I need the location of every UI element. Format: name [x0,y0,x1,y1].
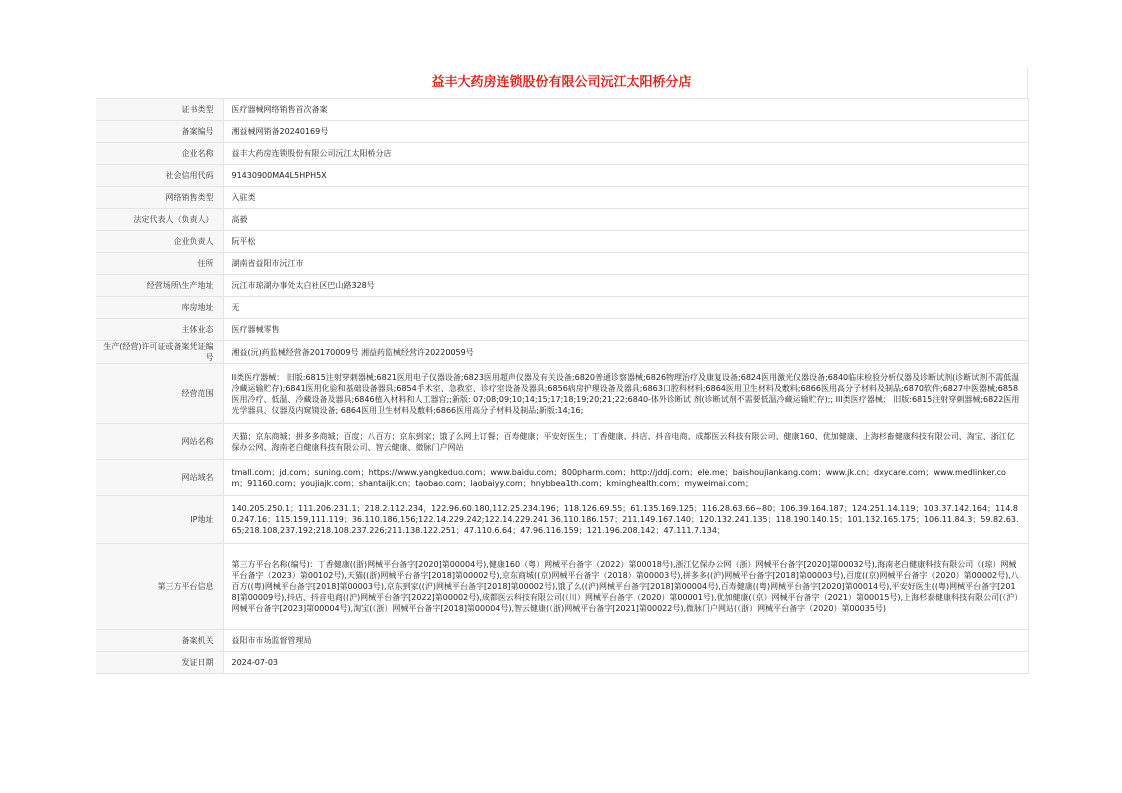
warehouse-address-label: 库房地址 [96,297,223,319]
ip-address-label: IP地址 [96,496,223,544]
row-website-names [96,424,1028,460]
row-credit-code [96,165,1028,187]
row-company-name [96,143,1028,165]
row-license-number [96,341,1028,364]
row-warehouse-address [96,297,1028,319]
row-issue-date [96,652,1028,674]
company-head-value: 阮平松 [223,231,1028,253]
company-name-label: 企业名称 [96,143,223,165]
website-names-value: 天猫；京东商城；拼多多商城；百度；八百方；京东到家；饿了么网上订餐；百寿健康；平安好医生；丁香健康、抖店、抖音电商、成都医云科技有限公司、健康160、优加健康、上海杉畜健康科技有限公司、淘宝、浙江亿保办公网、海南老白健康科技有限公司、智云健康、微脉门户网站 [223,424,1028,460]
sales-type-label: 网络销售类型 [96,187,223,209]
row-domicile [96,253,1028,275]
legal-rep-value: 高毅 [223,209,1028,231]
issue-date-value: 2024-07-03 [223,652,1028,674]
cert-type-value: 医疗器械网络销售首次备案 [223,99,1028,121]
ip-address-value: 140.205.250.1；111.206.231.1；218.2.112.234，122.96.60.180,112.25.234.196；118.126.69.55；61.135.169.125；116.28.63.66~80；106.39.164.187；124.251.14.119；103.37.142.164；114.80.247.16；115.159,111.119；36.110.186,156;122.14.229.242;122.14.229.241 36.110.186.157；211.149.167.140；120.132.241.135；118.190.140.15；101.132.165.175；106.11.84.3；59.82.63.65;218.108,237.192;218.108.237.226;211.138.122.251；47.110.6.64；47.96.116.159；121.196.208.142；47.111.7.134； [223,496,1028,544]
business-address-label: 经营场所\生产地址 [96,275,223,297]
issuing-authority-value: 益阳市市场监督管理局 [223,630,1028,652]
legal-rep-label: 法定代表人（负责人） [96,209,223,231]
business-format-label: 主体业态 [96,319,223,341]
company-name-value: 益丰大药房连锁股份有限公司沅江太阳桥分店 [223,143,1028,165]
row-ip-address [96,496,1028,544]
website-domains-value: tmall.com；jd.com；suning.com；https://www.yangkeduo.com；www.baidu.com；800pharm.com；http://jddj.com；ele.me；baishoujiankang.com；www.jk.cn；dxycare.com；www.medlinker.com；91160.com；youjiajk.com；shantaijk.cn；taobao.com；laobaiyy.com；hnybbea1th.com；kminghealth.com；myweimai.com； [223,460,1028,496]
company-head-label: 企业负责人 [96,231,223,253]
row-business-address [96,275,1028,297]
issuing-authority-label: 备案机关 [96,630,223,652]
credit-code-value: 91430900MA4L5HPH5X [223,165,1028,187]
domicile-value: 湖南省益阳市沅江市 [223,253,1028,275]
third-party-platform-label: 第三方平台信息 [96,544,223,630]
row-sales-type [96,187,1028,209]
third-party-platform-value: 第三方平台名称(编号)：丁香健康((浙)网械平台备字[2020]第00004号),健康160（粤）网械平台备字（2022）第00018号),浙江亿保办公网（浙）网械平台备字[2020]第00032号),海南老白健康科技有限公司（(琼）网械平台备字（2023）第00102号),天猫((浙)网械平台备字[2018]第00002号),京东商城((京)网械平台备字（2018）第00003号),拼多多((沪)网械平台备字[2018]第00003号),百度((京)网械平台备字（2020）第00002号),八百方((粤)网械平台备字[2018]第00003号),京东到家((沪)网械平台备字[2018]第00002号),饿了么((沪)网械平台备字[2018]第00004号),百寿健康((粤)网械平台备字[2020]第00014号),平安好医生((粤)网械平台备字[2018]第00009号),抖店、抖音电商((沪)网械平台备字[2022]第00002号),成都医云科技有限公司(（川）网械平台备字（2020）第00001号),优加健康(（京）网械平台备字（2021）第00015号),上海杉泰健康科技有限公司(（沪）网械平台备字[2023]第00004号),淘宝(（浙）网械平台备字[2018]第00004号),智云健康(（浙)网械平台备字[2021]第00022号),微脉门户网站(（浙）网械平台备字（2020）第00035号) [223,544,1028,630]
row-business-scope [96,364,1028,424]
cert-type-label: 证书类型 [96,99,223,121]
page-title: 益丰大药房连锁股份有限公司沅江太阳桥分店 [96,68,1028,98]
warehouse-address-value: 无 [223,297,1028,319]
row-issuing-authority [96,630,1028,652]
business-scope-label: 经营范围 [96,364,223,424]
license-number-label: 生产(经营)许可证或备案凭证编号 [96,341,223,364]
business-scope-value: II类医疗器械： 旧版:6815注射穿刺器械;6821医用电子仪器设备;6823医用超声仪器及有关设备;6820普通诊察器械;6826物理治疗及康复设备;6824医用激光仪器设备;6840临床检验分析仪器及诊断试剂(诊断试剂不需低温冷藏运输贮存);6841医用化验和基础设备器具;6854手术室、急救室、诊疗室设备及器具;6856病房护理设备及器具;6863口腔科材料;6864医用卫生材料及敷料;6866医用高分子材料及制品;6870软件;6827中医器械;6858医用冷疗、低温、冷藏设备及器具;6846植入材料和人工器官;;新版: 07;08;09;10;14;15;17;18;19;20;21;22;6840-体外诊断试 剂(诊断试剂不需要低温冷藏运输贮存);; III类医疗器械： 旧版:6815注射穿刺器械;6822医用光学器具、仪器及内窥镜设备; 6864医用卫生材料及敷料;6866医用高分子材料及制品;新版:14;16; [223,364,1028,424]
website-domains-label: 网站域名 [96,460,223,496]
sales-type-value: 入驻类 [223,187,1028,209]
row-legal-rep [96,209,1028,231]
credit-code-label: 社会信用代码 [96,165,223,187]
business-address-value: 沅江市琼湖办事处太白社区巴山路328号 [223,275,1028,297]
website-names-label: 网站名称 [96,424,223,460]
record-number-label: 备案编号 [96,121,223,143]
row-business-format [96,319,1028,341]
domicile-label: 住所 [96,253,223,275]
issue-date-label: 发证日期 [96,652,223,674]
row-website-domains [96,460,1028,496]
certificate-sheet [96,68,1028,674]
record-table [96,98,1029,674]
row-record-number [96,121,1028,143]
row-company-head [96,231,1028,253]
record-number-value: 湘益械网销备20240169号 [223,121,1028,143]
row-cert-type [96,99,1028,121]
business-format-value: 医疗器械零售 [223,319,1028,341]
row-third-party-platform [96,544,1028,630]
license-number-value: 湘益(沅)药监械经营备20170009号 湘益药监械经营许20220059号 [223,341,1028,364]
